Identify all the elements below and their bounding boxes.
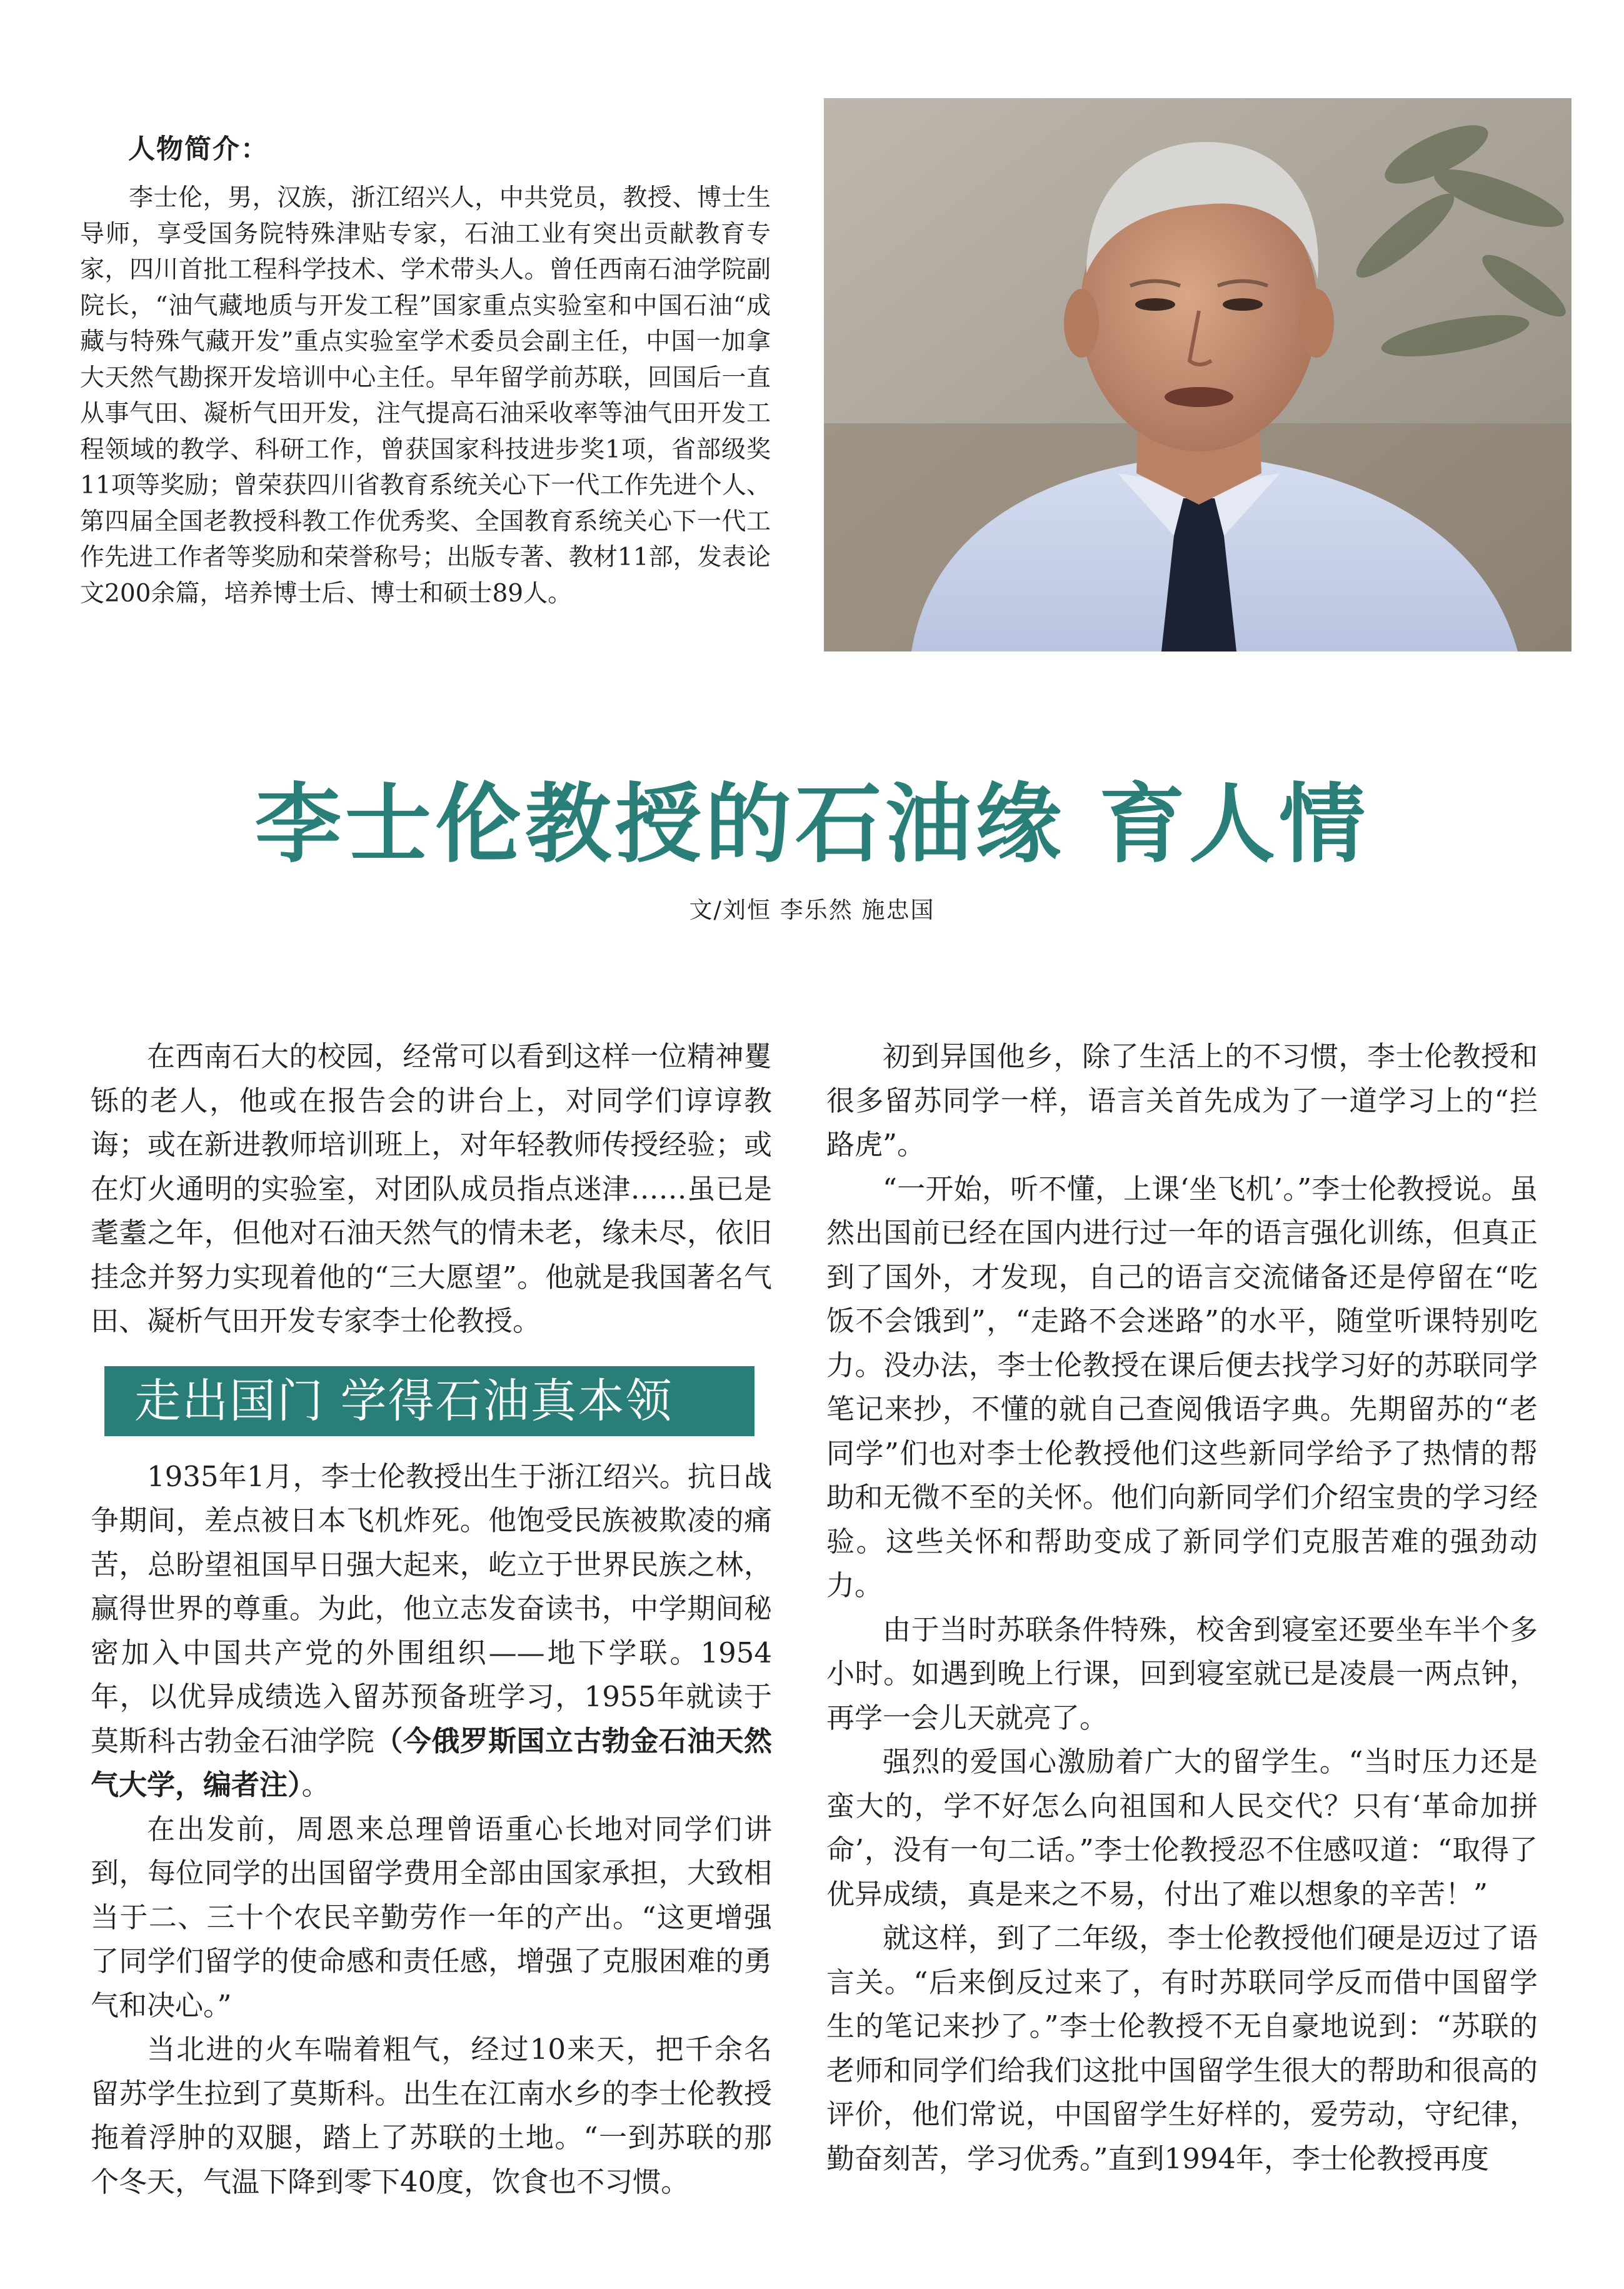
bio-text: 李士伦，男，汉族，浙江绍兴人，中共党员，教授、博士生导师，享受国务院特殊津贴专家，石油工业有突出贡献教育专家，四川首批工程科学技术、学术带头人。曾任西南石油学院副院长，“油气藏地质与开发工程”国家重点实验室和中国石油“成藏与特殊气藏开发”重点实验室学术委员会副主任，中国一加拿大天然气勘探开发培训中心主任。早年留学前苏联，回国后一直从事气田、凝析气田开发，注气提高石油采收率等油气田开发工程领域的教学、科研工作，曾获国家科技进步奖1项，省部级奖11项等奖励；曾荣获四川省教育系统关心下一代工作先进个人、第四届全国老教授科教工作优秀奖、全国教育系统关心下一代工作先进工作者等奖励和荣誉称号；出版专著、教材11部，发表论文200余篇，培养博士后、博士和硕士89人。	[80, 184, 771, 608]
right-paragraph-5: 就这样，到了二年级，李士伦教授他们硬是迈过了语言关。“后来倒反过来了，有时苏联同学反而借中国留学生的笔记来抄了。”李士伦教授不无自豪地说到：“苏联的老师和同学们给我们这批中国留学生很大的帮助和很高的评价，他们常说，中国留学生好样的，爱劳动，守纪律，勤奋刻苦，学习优秀。”直到1994年，李士伦教授再度	[826, 1921, 1538, 2175]
left-paragraph-1: 在西南石大的校园，经常可以看到这样一位精神矍铄的老人，他或在报告会的讲台上，对同学们谆谆教诲；或在新进教师培训班上，对年轻教师传授经验；或在灯火通明的实验室，对团队成员指点迷津……虽已是耄耋之年，但他对石油天然气的情未老，缘未尽，依旧挂念并努力实现着他的“三大愿望”。他就是我国著名气田、凝析气田开发专家李士伦教授。	[91, 1040, 772, 1337]
byline: 文/刘恒 李乐然 施忠国	[689, 897, 935, 923]
right-column	[826, 1035, 1538, 2181]
right-paragraph-4: 强烈的爱国心激励着广大的留学生。“当时压力还是蛮大的，学不好怎么向祖国和人民交代？只有‘革命加拼命’，没有一句二话。”李士伦教授忍不住感叹道：“取得了优异成绩，真是来之不易，付出了难以想象的辛苦！”	[826, 1745, 1538, 1911]
left-paragraph-3: 在出发前，周恩来总理曾语重心长地对同学们讲到，每位同学的出国留学费用全部由国家承担，大致相当于二、三十个农民辛勤劳作一年的产出。“这更增强了同学们留学的使命感和责任感，增强了克服困难的勇气和决心。”	[91, 1812, 772, 2022]
left-paragraph-4: 当北进的火车喘着粗气，经过10来天，把千余名留苏学生拉到了莫斯科。出生在江南水乡的李士伦教授拖着浮肿的双腿，踏上了苏联的土地。“一到苏联的那个冬天，气温下降到零下40度，饮食也不习惯。	[91, 2033, 772, 2198]
right-paragraph-3: 由于当时苏联条件特殊，校舍到寝室还要坐车半个多小时。如遇到晚上行课，回到寝室就已是凌晨一两点钟，再学一会儿天就亮了。	[826, 1612, 1538, 1734]
section-banner: 走出国门 学得石油真本领	[104, 1366, 754, 1436]
headline: 李士伦教授的石油缘 育人情	[254, 774, 1370, 875]
left-paragraph-2	[91, 1455, 772, 1808]
portrait-photo	[824, 98, 1571, 651]
left-paragraph-2-end: 。	[301, 1768, 330, 1801]
left-column	[91, 1035, 772, 2204]
right-paragraph-2: “一开始，听不懂，上课‘坐飞机’。”李士伦教授说。虽然出国前已经在国内进行过一年的语言强化训练，但真正到了国外，才发现，自己的语言交流储备还是停留在“吃饭不会饿到”，“走路不会迷路”的水平，随堂听课特别吃力。没办法，李士伦教授在课后便去找学习好的苏联同学笔记来抄，不懂的就自己查阅俄语字典。先期留苏的“老同学”们也对李士伦教授他们这些新同学给予了热情的帮助和无微不至的关怀。他们向新同学们介绍宝贵的学习经验。这些关怀和帮助变成了新同学们克服苦难的强劲动力。	[826, 1172, 1538, 1602]
right-paragraph-1: 初到异国他乡，除了生活上的不习惯，李士伦教授和很多留苏同学一样，语言关首先成为了一道学习上的“拦路虎”。	[826, 1040, 1538, 1161]
editor-note: （今俄罗斯国立古勃金石油天然气大学，编者注）	[91, 1724, 772, 1801]
left-paragraph-2-main: 1935年1月，李士伦教授出生于浙江绍兴。抗日战争期间，差点被日本飞机炸死。他饱受民族被欺凌的痛苦，总盼望祖国早日强大起来，屹立于世界民族之林，赢得世界的尊重。为此，他立志发奋读书，中学期间秘密加入中国共产党的外围组织——地下学联。1954年，以优异成绩选入留苏预备班学习，1955年就读于莫斯科古勃金石油学院	[91, 1459, 772, 1758]
bio-title: 人物简介：	[128, 134, 269, 165]
